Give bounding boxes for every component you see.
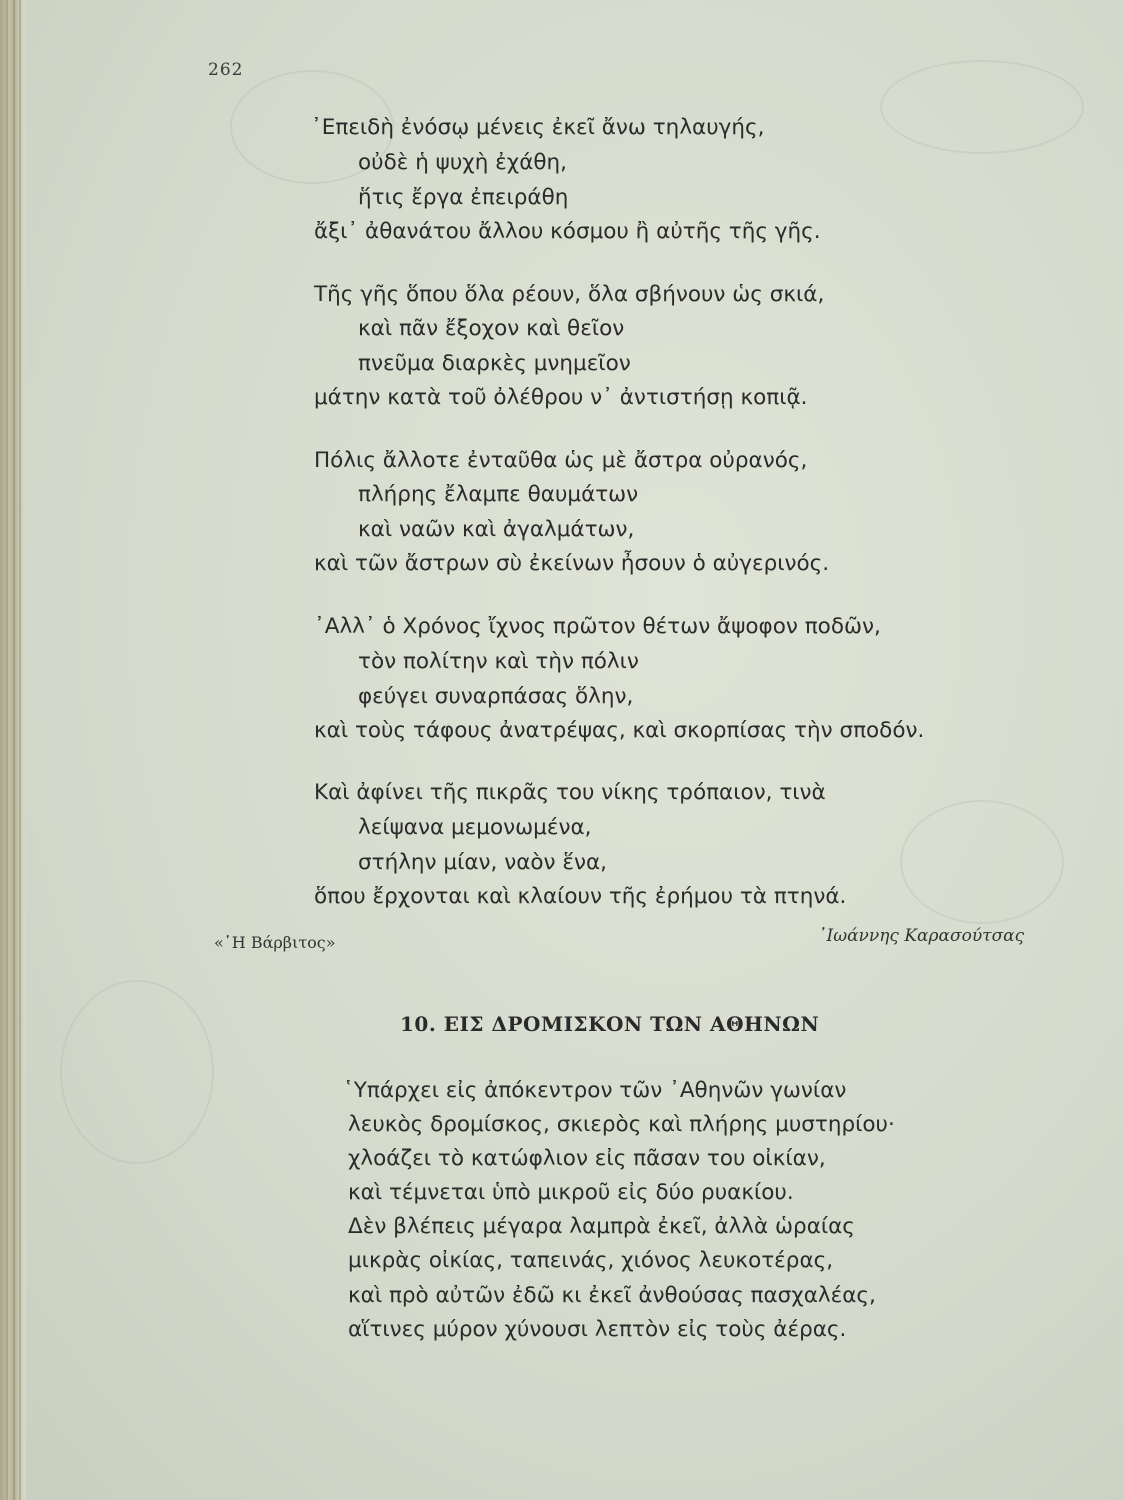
verse-line: καὶ πρὸ αὐτῶν ἐδῶ κι ἐκεῖ ἀνθούσας πασχαλέας, xyxy=(348,1283,876,1308)
verse-line: χλοάζει τὸ κατώφλιον εἰς πᾶσαν του οἰκίαν, xyxy=(348,1146,826,1171)
verse-line: ὅπου ἔρχονται καὶ κλαίουν τῆς ἐρήμου τὰ πτηνά. xyxy=(314,884,847,909)
bleed-through-mark xyxy=(880,60,1084,154)
poem-heading: 10. ΕΙΣ ΔΡΟΜΙΣΚΟΝ ΤΩΝ ΑΘΗΝΩΝ xyxy=(400,1012,820,1036)
verse-line: καὶ πᾶν ἔξοχον καὶ θεῖον xyxy=(358,316,625,341)
verse-line: πνεῦμα διαρκὲς μνημεῖον xyxy=(358,351,631,376)
spine-edge xyxy=(19,0,21,1500)
verse-line: ᾽Αλλ᾽ ὁ Χρόνος ἴχνος πρῶτον θέτων ἄψοφον ποδῶν, xyxy=(314,614,881,639)
spine-edge xyxy=(13,0,15,1500)
verse-line: μάτην κατὰ τοῦ ὀλέθρου ν᾽ ἀντιστήσῃ κοπιᾷ. xyxy=(314,385,808,410)
verse-line: Πόλις ἄλλοτε ἐνταῦθα ὡς μὲ ἄστρα οὐρανός, xyxy=(314,448,808,473)
verse-line: Δὲν βλέπεις μέγαρα λαμπρὰ ἐκεῖ, ἀλλὰ ὡραίας xyxy=(348,1214,855,1239)
verse-line: Τῆς γῆς ὅπου ὅλα ρέουν, ὅλα σβήνουν ὡς σκιά, xyxy=(314,282,825,307)
verse-line: Καὶ ἀφίνει τῆς πικρᾶς του νίκης τρόπαιον, τινὰ xyxy=(314,780,826,805)
poem-source: «῾Η Βάρβιτος» xyxy=(214,933,336,952)
verse-line: αἵτινες μύρον χύνουσι λεπτὸν εἰς τοὺς ἀέρας. xyxy=(348,1317,847,1342)
verse-line: οὐδὲ ἡ ψυχὴ ἐχάθη, xyxy=(358,150,567,175)
verse-line: λευκὸς δρομίσκος, σκιερὸς καὶ πλήρης μυστηρίου· xyxy=(348,1112,895,1137)
verse-line: καὶ τέμνεται ὑπὸ μικροῦ εἰς δύο ρυακίου. xyxy=(348,1180,794,1205)
verse-line: στήλην μίαν, ναὸν ἕνα, xyxy=(358,850,608,875)
page-number: 262 xyxy=(208,60,244,80)
verse-line: φεύγει συναρπάσας ὅλην, xyxy=(358,684,634,709)
verse-line: τὸν πολίτην καὶ τὴν πόλιν xyxy=(358,649,639,674)
verse-line: ἥτις ἔργα ἐπειράθη xyxy=(358,185,569,210)
verse-line: καὶ ναῶν καὶ ἀγαλμάτων, xyxy=(358,517,635,542)
verse-line: ῾Υπάρχει εἰς ἀπόκεντρον τῶν ᾽Αθηνῶν γωνίαν xyxy=(343,1078,847,1103)
verse-line: καὶ τῶν ἄστρων σὺ ἐκείνων ἦσουν ὁ αὐγερινός. xyxy=(314,551,830,576)
bleed-through-mark xyxy=(60,980,214,1164)
verse-line: καὶ τοὺς τάφους ἀνατρέψας, καὶ σκορπίσας τὴν σποδόν. xyxy=(314,718,925,743)
bleed-through-mark xyxy=(900,800,1064,924)
spine-edge xyxy=(6,0,8,1500)
verse-line: πλήρης ἔλαμπε θαυμάτων xyxy=(358,482,639,507)
verse-line: ἄξι᾽ ἀθανάτου ἄλλου κόσμου ἢ αὐτῆς τῆς γῆς. xyxy=(314,219,821,244)
verse-line: μικρὰς οἰκίας, ταπεινάς, χιόνος λευκοτέρας, xyxy=(348,1248,834,1273)
verse-line: ᾽Επειδὴ ἐνόσῳ μένεις ἐκεῖ ἄνω τηλαυγής, xyxy=(311,115,765,140)
verse-line: λείψανα μεμονωμένα, xyxy=(358,815,592,840)
poem-author: ᾽Ιωάννης Καρασούτσας xyxy=(818,926,1025,946)
